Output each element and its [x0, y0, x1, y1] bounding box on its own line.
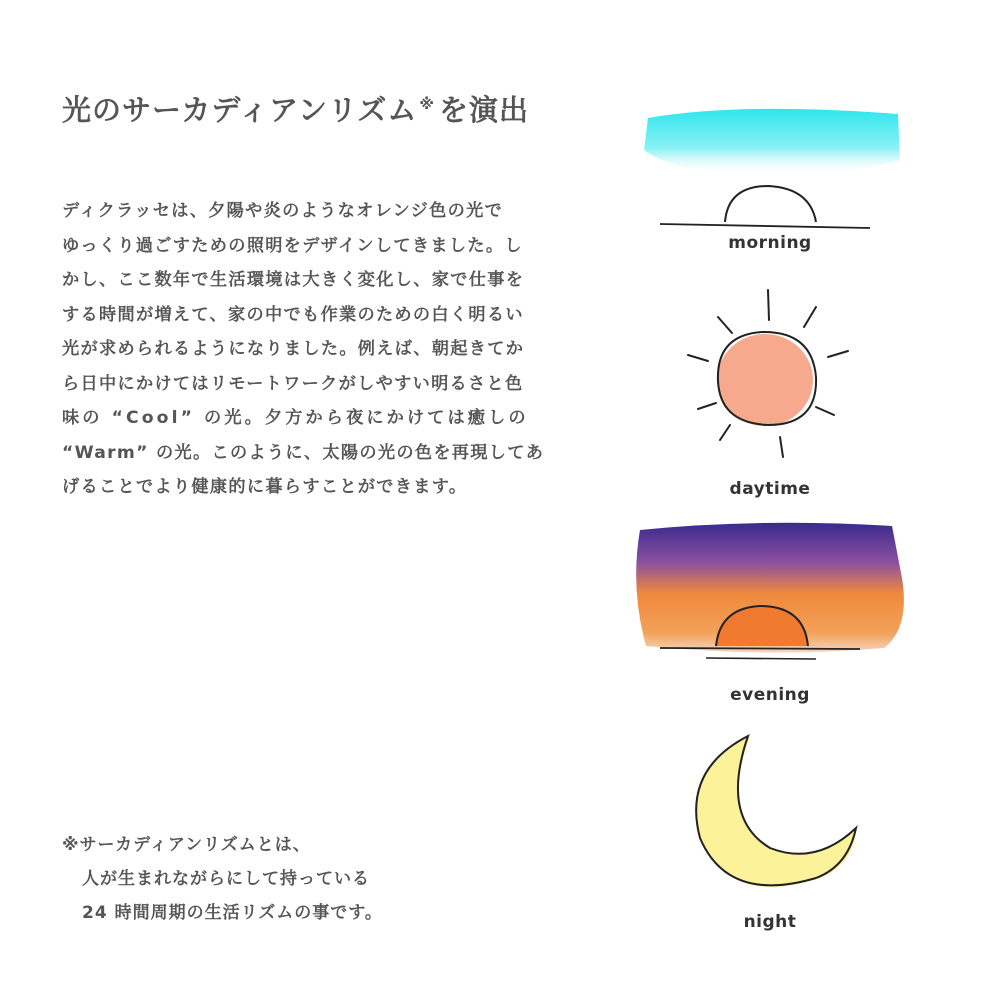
body-line: する時間が増えて、家の中でも作業のための白く明るい	[62, 304, 524, 325]
body-line: かし、ここ数年で生活環境は大きく変化し、家で仕事を	[62, 270, 525, 290]
daytime-label: daytime	[729, 479, 811, 499]
sunrise-icon	[620, 100, 920, 240]
evening-label: evening	[730, 685, 810, 705]
footnote	[62, 828, 383, 930]
body-line: “Warm” の光。このように、太陽の光の色を再現してあ	[62, 442, 545, 463]
illustration-column	[620, 100, 920, 960]
body-text	[62, 194, 582, 505]
footnote-line: 24 時間周期の生活リズムの事です。	[82, 903, 383, 923]
title-note-mark: ※	[419, 95, 435, 114]
body-line: ゆっくり過ごすための照明をデザインしてきました。し	[62, 235, 523, 256]
body-line: ディクラッセは、夕陽や炎のようなオレンジ色の光で	[62, 201, 504, 221]
title-main: 光のサーカディアンリズム	[62, 93, 418, 127]
sun-icon	[620, 285, 920, 475]
body-line: 味の “Cool” の光。夕方から夜にかけては癒しの	[62, 408, 529, 428]
footnote-line: ※サーカディアンリズムとは、	[62, 835, 311, 855]
body-line: ら日中にかけてはリモートワークがしやすい明るさと色	[62, 373, 524, 394]
night-label: night	[743, 912, 797, 932]
title-suffix: を演出	[438, 93, 529, 127]
body-line: 光が求められるようになりました。例えば、朝起きてか	[62, 339, 525, 359]
page-title	[62, 88, 529, 129]
footnote-line: 人が生まれながらにして持っている	[82, 869, 370, 889]
moon-icon	[620, 728, 920, 918]
body-line: げることでより健康的に暮らすことができます。	[62, 477, 468, 497]
morning-label: morning	[728, 233, 812, 253]
sunset-icon	[620, 518, 920, 678]
